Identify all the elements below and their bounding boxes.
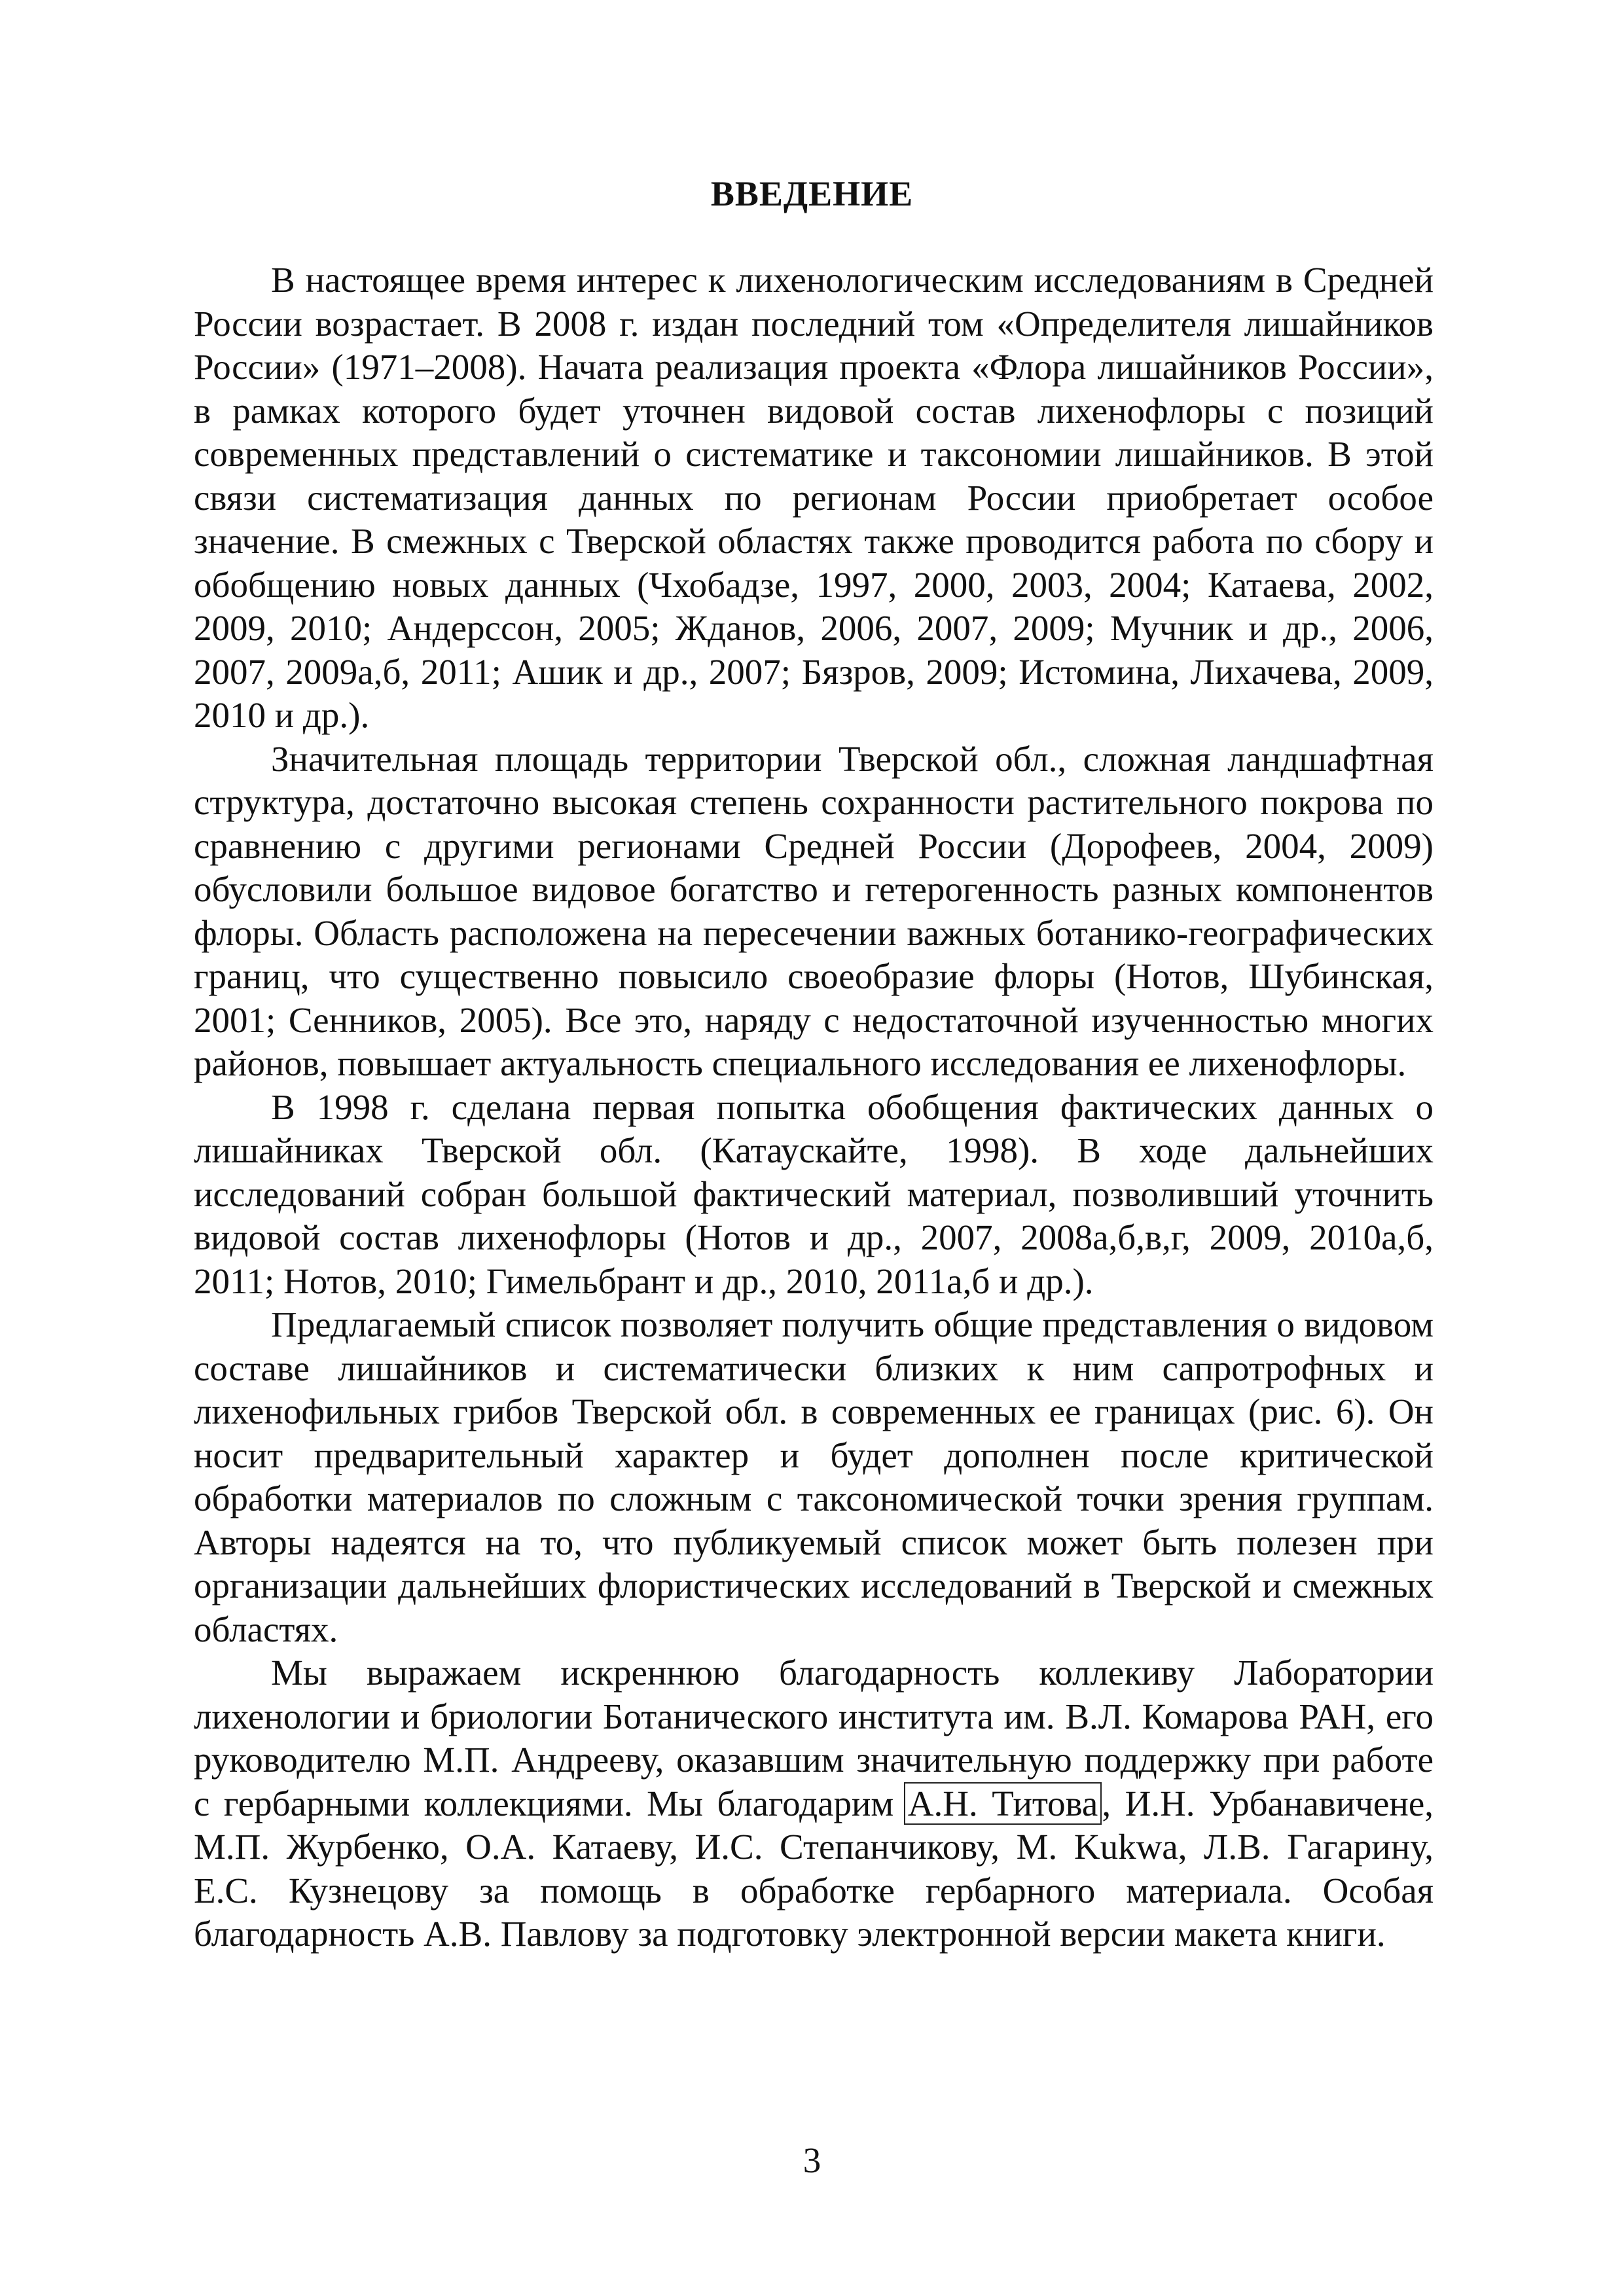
acknowledgements-text-end: , И.Н. Урбанавичене, М.П. Журбенко, О.А. Катаеву, И.С. Степанчикову, М. Kukwa, Л.В. Гагарину, Е.С. Кузнецову за помощь в обработке гербарного материала. Особая благодарность А.В. Павлову за подготовку электронной версии макета книги. xyxy=(194,1783,1434,1954)
body-text xyxy=(194,259,1434,1956)
boxed-name-highlight: А.Н. Титова xyxy=(904,1782,1102,1825)
paragraph-2: Значительная площадь территории Тверской обл., сложная ландшафтная структура, достаточно высокая степень сохранности растительного покрова по сравнению с другими регионами Средней России (Дорофеев, 2004, 2009) обусловили большое видовое богатство и гетерогенность разных компонентов флоры. Область расположена на пересечении важных ботанико-географических границ, что существенно повысило своеобразие флоры (Нотов, Шубинская, 2001; Сенников, 2005). Все это, наряду с недостаточной изученностью многих районов, повышает актуальность специального исследования ее лихенофлоры. xyxy=(194,738,1434,1083)
paragraph-1: В настоящее время интерес к лихенологическим исследованиям в Средней России возрастает. В 2008 г. издан последний том «Определителя лишайников России» (1971–2008). Начата реализация проекта «Флора лишайников России», в рамках которого будет уточнен видовой состав лихенофлоры с позиций современных представлений о систематике и таксономии лишайников. В этой связи систематизация данных по регионам России приобретает особое значение. В смежных с Тверской областях также проводится работа по сбору и обобщению новых данных (Чхобадзе, 1997, 2000, 2003, 2004; Катаева, 2002, 2009, 2010; Андерссон, 2005; Жданов, 2006, 2007, 2009; Мучник и др., 2006, 2007, 2009а,б, 2011; Ашик и др., 2007; Бязров, 2009; Истомина, Лихачева, 2009, 2010 и др.). xyxy=(194,260,1434,735)
paragraph-5-acknowledgements xyxy=(194,1651,1434,1956)
paragraph-4: Предлагаемый список позволяет получить общие представления о видовом составе лишайников и систематически близких к ним сапротрофных и лихенофильных грибов Тверской обл. в современных ее границах (рис. 6). Он носит предварительный характер и будет дополнен после критической обработки материалов по сложным с таксономической точки зрения группам. Авторы надеятся на то, что публикуемый список может быть полезен при организации дальнейших флористических исследований в Тверской и смежных областях. xyxy=(194,1304,1434,1649)
page-number: 3 xyxy=(803,2140,821,2180)
acknowledgements-text-start: Мы выражаем искреннюю благодарность коллекиву Лаборатории лихенологии и бриологии Ботанического института им. В.Л. Комарова РАН, его руководителю М.П. Андрееву, оказавшим значительную поддержку при работе с гербарными коллекциями. Мы благодарим xyxy=(194,1653,1434,1823)
section-heading: ВВЕДЕНИЕ xyxy=(710,174,914,213)
paragraph-3: В 1998 г. сделана первая попытка обобщения фактических данных о лишайниках Тверской обл. (Катаускайте, 1998). В ходе дальнейших исследований собран большой фактический материал, позволивший уточнить видовой состав лихенофлоры (Нотов и др., 2007, 2008а,б,в,г, 2009, 2010а,б, 2011; Нотов, 2010; Гимельбрант и др., 2010, 2011а,б и др.). xyxy=(194,1086,1434,1301)
